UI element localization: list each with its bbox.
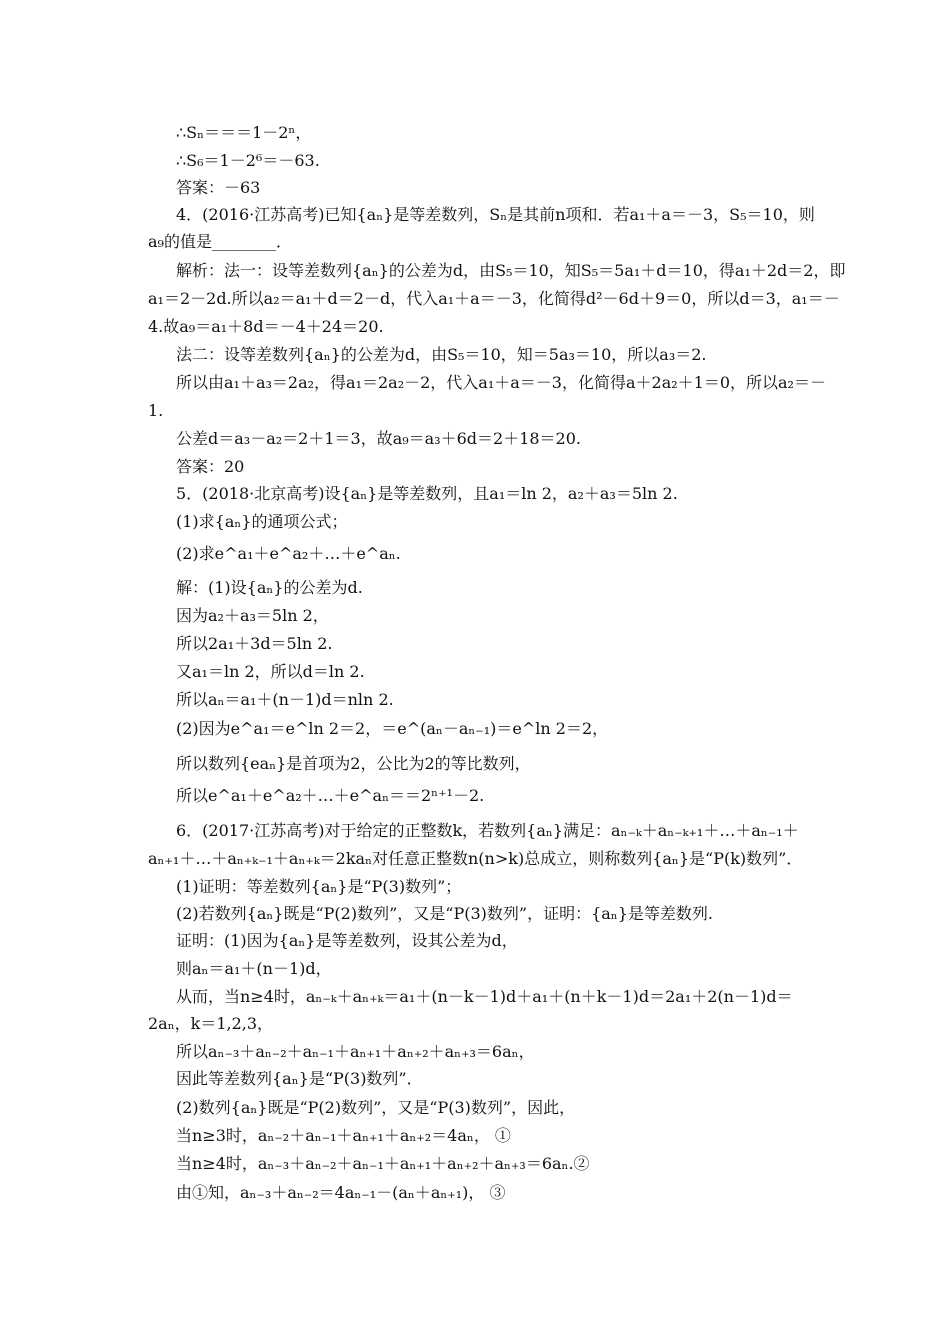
text-line: (2)若数列{aₙ}既是“P(2)数列”，又是“P(3)数列”，证明：{aₙ}是等差数列. — [176, 904, 713, 923]
text-line: 所以由a₁＋a₃＝2a₂，得a₁＝2a₂－2，代入a₁＋a＝－3，化简得a＋2a₂＋1＝0，所以a₂＝－ — [176, 373, 826, 392]
text-line: a₉的值是________． — [148, 232, 292, 251]
text-line: 答案：20 — [176, 457, 245, 476]
text-line: ∴Sₙ＝＝＝1－2ⁿ， — [176, 123, 312, 142]
text-line: 由①知，aₙ₋₃＋aₙ₋₂＝4aₙ₋₁－(aₙ＋aₙ₊₁)， ③ — [176, 1183, 506, 1202]
text-line: 所以数列{eaₙ}是首项为2，公比为2的等比数列， — [176, 754, 531, 773]
text-line: 从而，当n≥4时，aₙ₋ₖ＋aₙ₊ₖ＝a₁＋(n－k－1)d＋a₁＋(n＋k－1)d＝2a₁＋2(n－1)d＝ — [176, 987, 793, 1006]
text-line: 解：(1)设{aₙ}的公差为d. — [176, 578, 363, 597]
text-line: 6．(2017·江苏高考)对于给定的正整数k，若数列{aₙ}满足：aₙ₋ₖ＋aₙ₋ₖ₊₁＋…＋aₙ₋₁＋ — [176, 821, 799, 840]
text-line: 公差d＝a₃－a₂＝2＋1＝3，故a₉＝a₃＋6d＝2＋18＝20. — [176, 429, 582, 448]
text-line: 1. — [148, 401, 164, 420]
text-line: 则aₙ＝a₁＋(n－1)d， — [176, 959, 332, 978]
text-line: 答案：－63 — [176, 178, 261, 197]
text-line: 所以aₙ₋₃＋aₙ₋₂＋aₙ₋₁＋aₙ₊₁＋aₙ₊₂＋aₙ₊₃＝6aₙ， — [176, 1042, 535, 1061]
text-line: (1)证明：等差数列{aₙ}是“P(3)数列”； — [176, 877, 462, 896]
text-line: 所以2a₁＋3d＝5ln 2. — [176, 634, 333, 653]
text-line: (2)求e^a₁＋e^a₂＋…＋e^aₙ. — [176, 544, 401, 563]
text-line: (2)因为e^a₁＝e^ln 2＝2，＝e^(aₙ－aₙ₋₁)＝e^ln 2＝2， — [176, 719, 609, 738]
text-line: aₙ₊₁＋…＋aₙ₊ₖ₋₁＋aₙ₊ₖ＝2kaₙ对任意正整数n(n>k)总成立，则称数列{aₙ}是“P(k)数列”． — [148, 849, 803, 868]
text-line: 又a₁＝ln 2，所以d＝ln 2. — [176, 662, 365, 681]
text-line: 5．(2018·北京高考)设{aₙ}是等差数列，且a₁＝ln 2，a₂＋a₃＝5ln 2. — [176, 484, 678, 503]
text-line: 因此等差数列{aₙ}是“P(3)数列”． — [176, 1069, 423, 1088]
text-line: 解析：法一：设等差数列{aₙ}的公差为d，由S₅＝10，知S₅＝5a₁＋d＝10，得a₁＋2d＝2，即 — [176, 261, 846, 280]
text-line: 4．(2016·江苏高考)已知{aₙ}是等差数列，Sₙ是其前n项和．若a₁＋a＝－3，S₅＝10，则 — [176, 205, 815, 224]
text-line: (2)数列{aₙ}既是“P(2)数列”，又是“P(3)数列”，因此， — [176, 1098, 576, 1117]
text-line: 所以e^a₁＋e^a₂＋…＋e^aₙ＝＝2ⁿ⁺¹－2. — [176, 786, 485, 805]
text-line: 所以aₙ＝a₁＋(n－1)d＝nln 2. — [176, 690, 394, 709]
text-line: a₁＝2－2d.所以a₂＝a₁＋d＝2－d，代入a₁＋a＝－3，化简得d²－6d＋9＝0，所以d＝3，a₁＝－ — [148, 289, 840, 308]
text-line: 当n≥4时，aₙ₋₃＋aₙ₋₂＋aₙ₋₁＋aₙ₊₁＋aₙ₊₂＋aₙ₊₃＝6aₙ.② — [176, 1154, 590, 1173]
text-line: 证明：(1)因为{aₙ}是等差数列，设其公差为d， — [176, 931, 518, 950]
text-line: 法二：设等差数列{aₙ}的公差为d，由S₅＝10，知＝5a₃＝10，所以a₃＝2. — [176, 345, 707, 364]
text-line: 因为a₂＋a₃＝5ln 2， — [176, 606, 329, 625]
text-line: 4.故a₉＝a₁＋8d＝－4＋24＝20. — [148, 317, 384, 336]
text-line: 2aₙ，k＝1,2,3， — [148, 1014, 274, 1033]
text-line: 当n≥3时，aₙ₋₂＋aₙ₋₁＋aₙ₊₁＋aₙ₊₂＝4aₙ， ① — [176, 1126, 511, 1145]
text-line: ∴S₆＝1－2⁶＝－63. — [176, 151, 320, 170]
text-line: (1)求{aₙ}的通项公式； — [176, 512, 348, 531]
